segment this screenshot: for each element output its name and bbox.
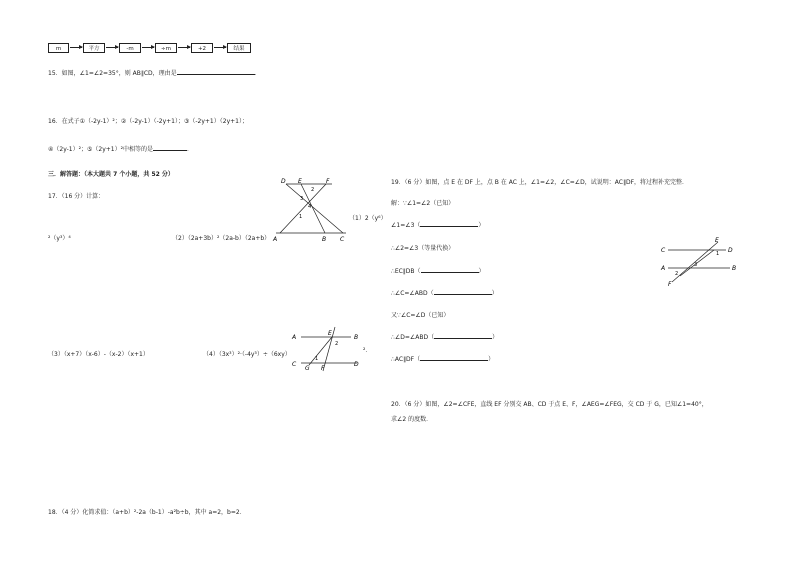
label-a: A — [661, 265, 666, 272]
q16-answer-blank[interactable] — [153, 150, 187, 151]
question-20-line1: 20．（6 分）如图，∠2=∠CFE，直线 EF 分别交 AB、CD 于点 E、F，∠AEG=∠FEG，交 CD 于 G，已知∠1=40°， — [391, 401, 708, 408]
label-2: 2 — [335, 341, 339, 347]
flow-box-divide-m: ÷m — [155, 43, 177, 53]
flow-box-minus-m: -m — [119, 43, 141, 53]
q17-part1-continued: ²（y³）⁴ — [48, 235, 71, 242]
flow-arrow — [142, 47, 154, 48]
label-e: E — [298, 178, 302, 185]
label-b: B — [354, 334, 359, 341]
q19-blank-5[interactable] — [420, 360, 488, 361]
line-dc — [286, 184, 343, 233]
label-2: 2 — [311, 187, 315, 193]
q19-line-4: ∴EC∥DB（ ） — [391, 268, 485, 275]
q17-part1: （1）2（y⁶） — [349, 215, 387, 222]
flow-box-m: m — [48, 43, 69, 53]
flow-arrow — [178, 47, 190, 48]
q19-line-2: ∠1=∠3（ ） — [391, 222, 485, 229]
label-1: 1 — [315, 356, 319, 362]
label-c: C — [292, 361, 297, 368]
label-3: 3 — [694, 262, 698, 268]
label-e: E — [328, 330, 332, 337]
figure-q19 — [658, 233, 740, 288]
label-d: D — [354, 361, 359, 368]
q19-line-7: ∴∠D=∠ABD（ ） — [391, 334, 499, 341]
label-c: C — [661, 247, 666, 254]
label-f: F — [321, 365, 325, 372]
label-d: D — [728, 247, 733, 254]
flow-box-result: 结果 — [227, 43, 251, 53]
label-1: 1 — [716, 251, 720, 257]
label-4: 4 — [308, 204, 312, 210]
q17-part4-continued: ²． — [363, 347, 372, 354]
q19-line-6: 又∵∠C=∠D（已知） — [391, 312, 450, 319]
q19-blank-1[interactable] — [420, 226, 478, 227]
q19-blank-3[interactable] — [434, 294, 492, 295]
q19-blank-2[interactable] — [421, 272, 479, 273]
question-15: 15．如图，∠1=∠2=35°，则 AB∥CD，理由是 ． — [48, 70, 261, 77]
figure-q17 — [268, 175, 353, 245]
label-b: B — [322, 236, 327, 243]
label-3: 3 — [300, 196, 304, 202]
label-2: 2 — [675, 271, 679, 277]
q17-part3: （3）（x+7）（x-6）-（x-2）（x+1） — [48, 351, 149, 358]
q19-line-8: ∴AC∥DF（ ） — [391, 356, 495, 363]
q17-part4: （4）（3x³）²·（-4y³）÷（6xy） — [203, 351, 291, 358]
label-e: E — [715, 237, 719, 244]
line-ea — [280, 184, 326, 233]
q19-blank-4[interactable] — [434, 338, 492, 339]
section-heading: 三．解答题：（本大题共 7 个小题，共 52 分） — [48, 171, 174, 178]
question-17-title: 17．（16 分）计算： — [48, 193, 105, 200]
label-a: A — [292, 334, 297, 341]
label-c: C — [340, 236, 345, 243]
label-f: F — [668, 281, 672, 288]
question-16-line1: 16．在式子①（-2y-1）²；②（-2y-1）（-2y+1）；③（-2y+1）（2y+1）； — [48, 118, 248, 125]
label-a: A — [273, 236, 278, 243]
figure-q20 — [287, 325, 367, 373]
question-20-line2: 求∠2 的度数． — [391, 416, 433, 423]
flow-arrow — [106, 47, 118, 48]
flow-box-square: 平方 — [83, 43, 105, 53]
flow-arrow — [214, 47, 226, 48]
question-19-title: 19．（6 分）如图，点 E 在 DF 上，点 B 在 AC 上，∠1=∠2，∠C=∠D，试说明：AC∥DF，将过程补充完整． — [391, 179, 689, 186]
q17-part2: （2）（2a+3b）²（2a-b）（2a+b） — [172, 235, 271, 242]
flow-box-plus-2: +2 — [191, 43, 213, 53]
label-f: F — [326, 178, 330, 185]
question-18: 18．（4 分）化简求值：（a+b）²-2a（b-1）-a²b÷b，其中 a=2，b=2． — [48, 509, 246, 516]
label-b: B — [732, 265, 737, 272]
flow-arrow — [70, 47, 82, 48]
q19-line-3: ∴∠2=∠3（等量代换） — [391, 245, 455, 252]
label-g: G — [305, 365, 310, 372]
q15-text: 15．如图，∠1=∠2=35°，则 AB∥CD，理由是 — [48, 70, 177, 77]
label-1: 1 — [299, 214, 303, 220]
q19-line-1: 解：∵∠1=∠2（已知） — [391, 200, 455, 207]
q15-answer-blank[interactable] — [177, 74, 255, 75]
q19-line-5: ∴∠C=∠ABD（ ） — [391, 290, 498, 297]
flowchart — [48, 41, 251, 54]
label-d: D — [281, 178, 286, 185]
question-16-line2: ④（2y-1）²；⑤（2y+1）²中相等的是 ． — [48, 146, 194, 153]
